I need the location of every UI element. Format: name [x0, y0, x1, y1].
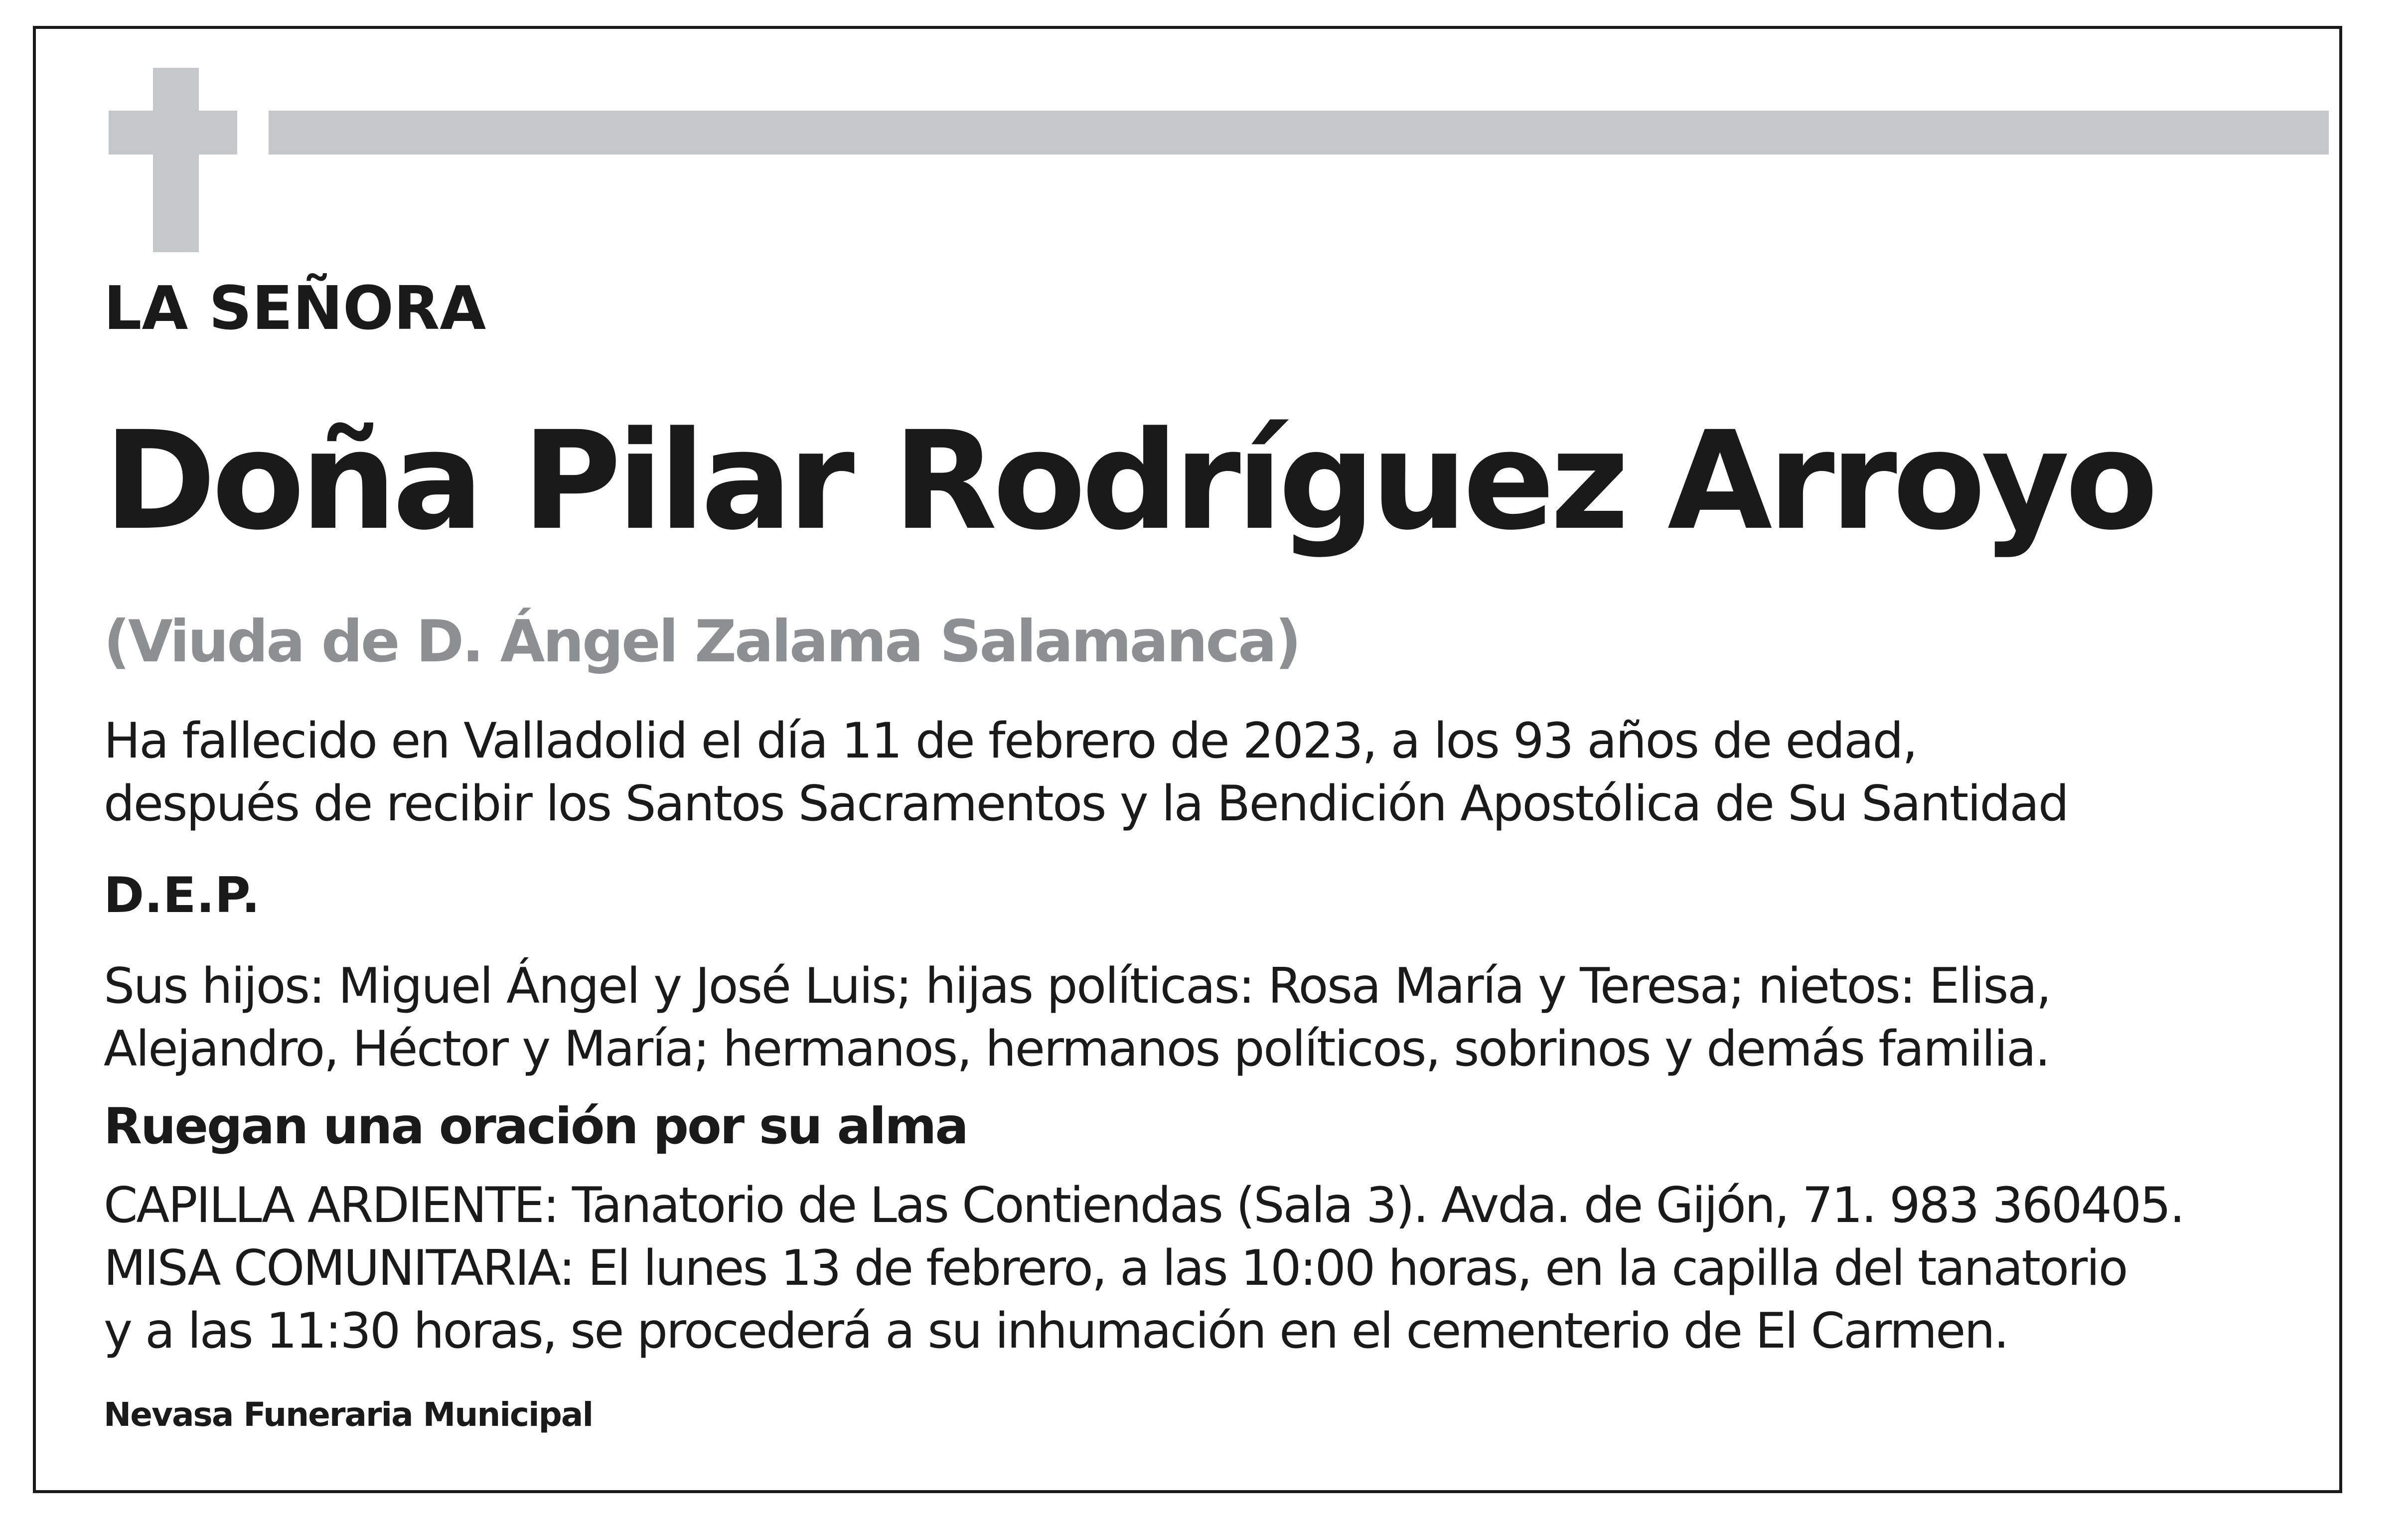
header-rule	[269, 111, 2329, 154]
service-line: MISA COMUNITARIA: El lunes 13 de febrero, a las 10:00 horas, en la capilla del tanatorio	[104, 1240, 2127, 1297]
funeral-home: Nevasa Funeraria Municipal	[104, 1395, 593, 1434]
service-details	[104, 1174, 2184, 1363]
service-line: y a las 11:30 horas, se procederá a su inhumación en el cementerio de El Carmen.	[104, 1303, 2008, 1360]
honorific: LA SEÑORA	[104, 274, 486, 343]
widow-of: (Viuda de D. Ángel Zalama Salamanca)	[104, 608, 1300, 675]
cross-icon-vertical	[153, 68, 199, 252]
death-announcement	[104, 710, 2068, 835]
rip-abbreviation: D.E.P.	[104, 867, 260, 924]
service-line: CAPILLA ARDIENTE: Tanatorio de Las Contiendas (Sala 3). Avda. de Gijón, 71. 983 360405.	[104, 1177, 2184, 1234]
deceased-name: Doña Pilar Rodríguez Arroyo	[104, 403, 2154, 560]
family-list	[104, 955, 2050, 1080]
family-line: Sus hijos: Miguel Ángel y José Luis; hijas políticas: Rosa María y Teresa; nietos: Elisa,	[104, 958, 2051, 1015]
cross-icon-horizontal	[109, 111, 237, 154]
family-line: Alejandro, Héctor y María; hermanos, hermanos políticos, sobrinos y demás familia.	[104, 1021, 2050, 1077]
announcement-line: Ha fallecido en Valladolid el día 11 de febrero de 2023, a los 93 años de edad,	[104, 713, 1917, 769]
prayer-request: Ruegan una oración por su alma	[104, 1097, 967, 1155]
announcement-line: después de recibir los Santos Sacramentos y la Bendición Apostólica de Su Santidad	[104, 775, 2068, 832]
